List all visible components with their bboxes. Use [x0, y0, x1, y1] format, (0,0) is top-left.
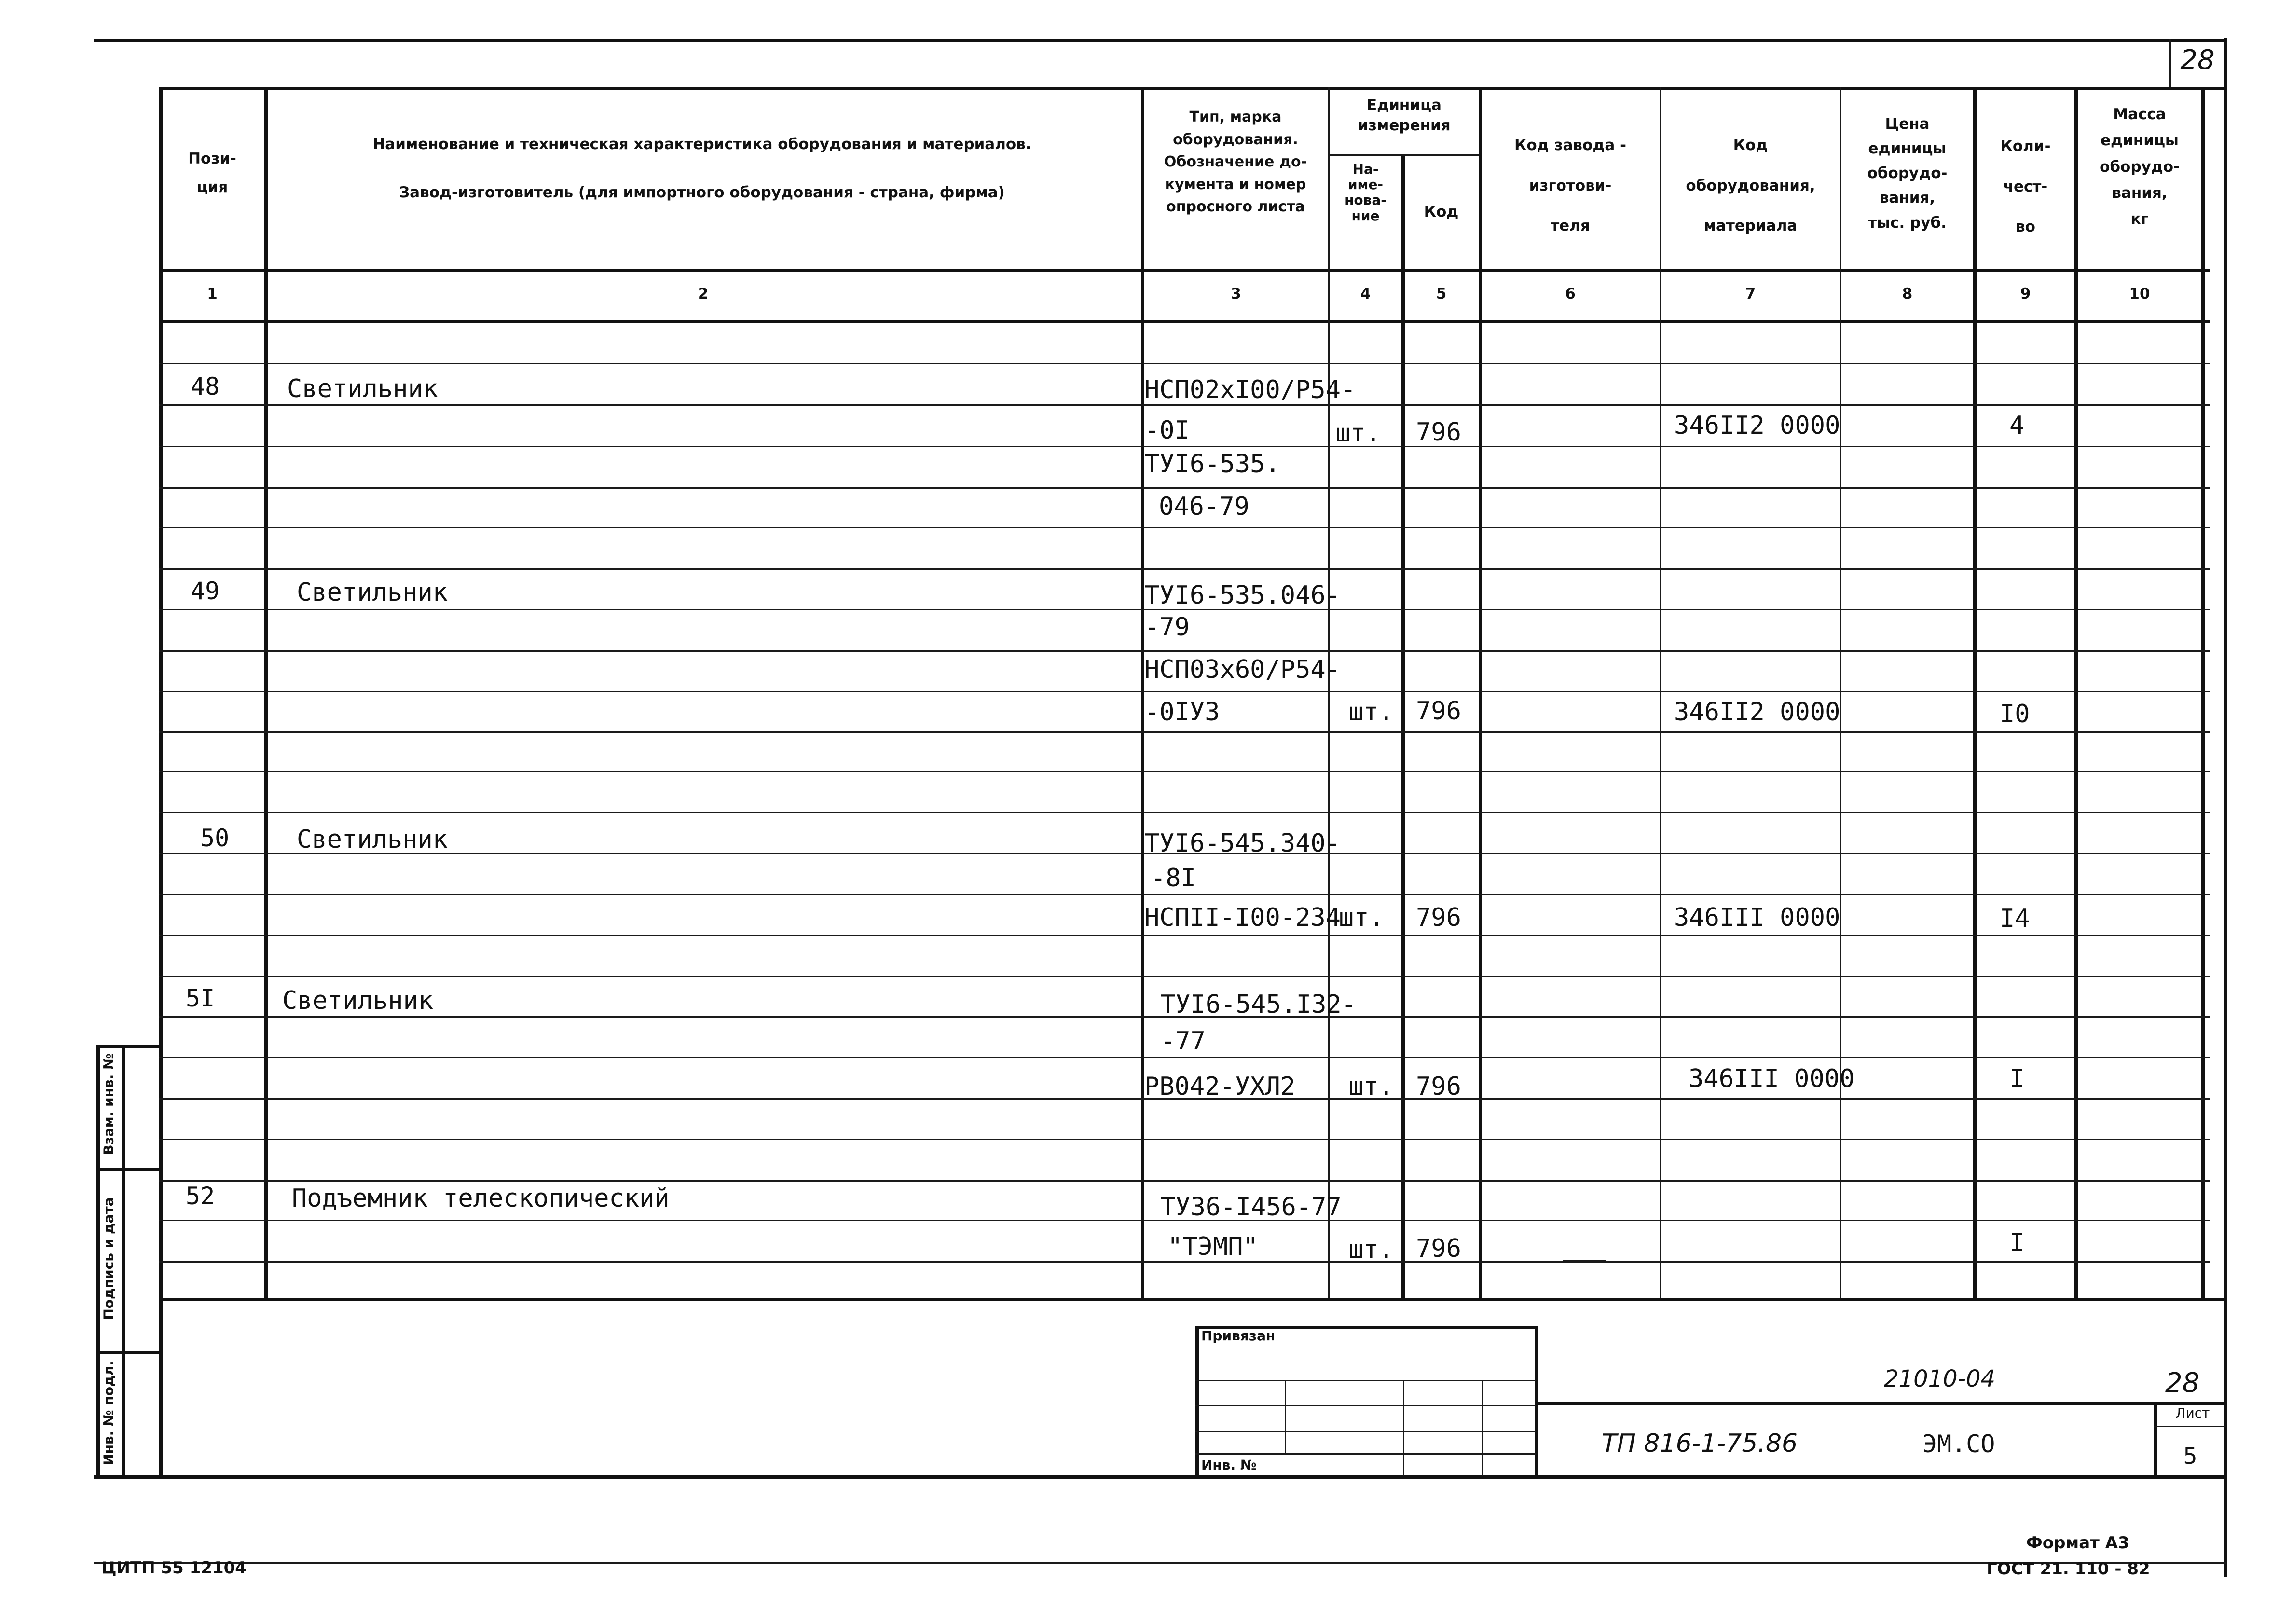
col-line-7 — [1840, 87, 1841, 1298]
sheet-number: 5 — [2183, 1443, 2197, 1469]
stamp-replaced-inv: Взам. инв. № — [100, 1053, 117, 1155]
sheet-total: 28 — [2165, 1367, 2200, 1399]
item-type-line: 046-79 — [1159, 492, 1249, 521]
footer-left-code: ЦИТП 55 12104 — [101, 1558, 247, 1578]
header-unit-code: Код — [1424, 203, 1459, 220]
row-line — [159, 771, 2210, 772]
col-line-2 — [1141, 87, 1144, 1298]
colnum-9: 9 — [2020, 285, 2031, 303]
row-line — [159, 650, 2210, 652]
tb-inv-label: Инв. № — [1201, 1457, 1257, 1473]
col-line-3 — [1328, 87, 1330, 1298]
header-bottom-line — [159, 269, 2210, 272]
colnum-3: 3 — [1231, 285, 1241, 303]
item-position: 52 — [186, 1182, 215, 1210]
col-line-10 — [2201, 87, 2205, 1298]
item-name: Светильник — [297, 578, 448, 607]
item-position: 5I — [186, 984, 215, 1012]
item-type-line: -79 — [1144, 613, 1190, 642]
item-name: Светильник — [282, 986, 434, 1015]
item-quantity: I4 — [2000, 904, 2030, 933]
row-line — [159, 1139, 2210, 1140]
row-line — [159, 1180, 2210, 1182]
doc-code: ЭМ.СО — [1922, 1430, 1995, 1458]
header-plant-code: Код завода - изготови- теля — [1514, 137, 1626, 235]
item-unit-code: 796 — [1416, 1234, 1461, 1263]
item-unit: шт. — [1348, 1235, 1394, 1264]
item-type-line: "ТЭМП" — [1167, 1232, 1258, 1261]
row-line — [159, 935, 2210, 936]
drawing-number: 21010-04 — [1884, 1365, 1996, 1392]
row-line — [159, 691, 2210, 692]
item-name: Светильник — [287, 374, 439, 403]
colnum-4: 4 — [1360, 285, 1371, 303]
item-unit-code: 796 — [1416, 418, 1461, 447]
item-quantity: I — [2009, 1228, 2025, 1257]
colnum-10: 10 — [2129, 285, 2150, 303]
header-unit-name: На- име- нова- ние — [1345, 161, 1387, 224]
row-line — [159, 363, 2210, 364]
row-line — [159, 731, 2210, 733]
item-type-line: -0I — [1144, 416, 1190, 445]
item-quantity: I0 — [2000, 700, 2030, 729]
col-line-4 — [1401, 154, 1405, 1298]
item-name: Светильник — [297, 825, 448, 854]
tb-col-line — [1482, 1380, 1483, 1476]
item-equipment-code: 346II2 0000 — [1674, 698, 1840, 727]
top-border — [94, 39, 2226, 42]
header-mass: Масса единицы оборудо- вания, кг — [2100, 106, 2180, 228]
row-line — [159, 894, 2210, 895]
tb-code-line — [1535, 1402, 2226, 1405]
stamp-signature-date: Подпись и дата — [100, 1197, 117, 1320]
item-unit: шт. — [1339, 903, 1384, 932]
tb-row-line — [1195, 1453, 1536, 1455]
item-type-line: НСПII-I00-234 — [1144, 903, 1341, 932]
header-equipment-code: Код оборудования, материала — [1686, 137, 1815, 235]
footer-format: Формат А3 — [2026, 1533, 2129, 1553]
row-line — [159, 568, 2210, 570]
stamp-inv-original: Инв. № подл. — [100, 1361, 117, 1465]
item-position: 49 — [191, 577, 220, 605]
header-name-line1: Наименование и техническая характеристика оборудования и материалов. — [372, 136, 1031, 153]
colnum-bottom-line — [159, 320, 2210, 323]
item-name: Подъемник телескопический — [292, 1184, 670, 1213]
colnum-2: 2 — [698, 285, 709, 303]
tb-bound-label: Привязан — [1201, 1328, 1276, 1344]
item-type-line: ТУI6-535.046- — [1144, 581, 1341, 610]
tb-row-line — [1195, 1380, 1536, 1381]
right-border — [2224, 38, 2227, 1577]
row-line — [159, 976, 2210, 977]
footer-gost: ГОСТ 21. 110 - 82 — [1987, 1559, 2150, 1579]
row-line — [159, 446, 2210, 447]
stamp-inner-line — [122, 1045, 125, 1476]
item-unit: шт. — [1335, 419, 1381, 448]
colnum-7: 7 — [1745, 285, 1756, 303]
item-unit: шт. — [1348, 1072, 1394, 1101]
project-code: ТП 816-1-75.86 — [1602, 1429, 1798, 1458]
col-line-5 — [1479, 87, 1482, 1298]
item-equipment-code: 346III 0000 — [1674, 903, 1840, 932]
sheet-corner-number: 28 — [2180, 44, 2215, 76]
item-type-line: НСП02хI00/Р54- — [1144, 375, 1356, 404]
stamp-outer-line — [96, 1045, 100, 1476]
row-line — [159, 404, 2210, 406]
footer-rule — [94, 1562, 2226, 1564]
header-type: Тип, марка оборудования. Обозначение до- кумента и номер опросного листа — [1164, 109, 1307, 215]
item-quantity: I — [2009, 1064, 2025, 1093]
item-type-line: РВ042-УХЛ2 — [1144, 1072, 1296, 1101]
item-equipment-code: 346II2 0000 — [1674, 411, 1840, 440]
item-type-line: -8I — [1151, 864, 1196, 893]
sheet-label: Лист — [2175, 1405, 2210, 1421]
row-line — [159, 812, 2210, 813]
tb-sheet-box-mid — [2154, 1426, 2226, 1427]
table-top-line — [159, 87, 2226, 90]
dash-mark — [1563, 1260, 1606, 1262]
item-unit-code: 796 — [1416, 697, 1461, 726]
item-type-line: ТУI6-545.I32- — [1160, 990, 1357, 1019]
col-line-9 — [2074, 87, 2078, 1298]
item-equipment-code: 346III 0000 — [1689, 1064, 1855, 1093]
col-line-6 — [1660, 87, 1661, 1298]
item-unit-code: 796 — [1416, 1072, 1461, 1101]
tb-col-line — [1285, 1380, 1286, 1453]
tb-col-line — [1403, 1380, 1404, 1476]
item-type-line: НСП03х60/Р54- — [1144, 655, 1341, 684]
table-bottom-line — [159, 1298, 2226, 1301]
item-type-line: ТУ36-I456-77 — [1160, 1193, 1342, 1222]
item-type-line: -77 — [1160, 1027, 1206, 1056]
item-type-line: ТУI6-535. — [1144, 450, 1280, 479]
header-position: Пози- ция — [188, 150, 236, 196]
row-line — [159, 527, 2210, 528]
header-unit-group: Единица измерения — [1358, 96, 1451, 134]
item-position: 50 — [200, 824, 230, 852]
header-price: Цена единицы оборудо- вания, тыс. руб. — [1867, 115, 1948, 232]
item-position: 48 — [191, 372, 220, 400]
colnum-5: 5 — [1436, 285, 1447, 303]
colnum-8: 8 — [1902, 285, 1913, 303]
bottom-border — [94, 1475, 2227, 1479]
col-line-8 — [1973, 87, 1977, 1298]
tb-row-line — [1195, 1431, 1536, 1432]
item-unit: шт. — [1348, 698, 1394, 727]
colnum-6: 6 — [1565, 285, 1576, 303]
item-type-line: -0IУ3 — [1144, 698, 1220, 727]
row-line — [159, 487, 2210, 489]
unit-group-line — [1328, 154, 1479, 156]
tb-row-line — [1195, 1405, 1536, 1406]
header-quantity: Коли- чест- во — [2000, 138, 2051, 236]
header-name-line2: Завод-изготовитель (для импортного оборудования - страна, фирма) — [399, 184, 1005, 201]
item-unit-code: 796 — [1416, 903, 1461, 932]
colnum-1: 1 — [207, 285, 218, 303]
item-type-line: ТУI6-545.340- — [1144, 829, 1341, 858]
col-line-1 — [264, 87, 268, 1298]
item-quantity: 4 — [2009, 411, 2025, 440]
row-line — [159, 1261, 2210, 1263]
row-line — [159, 1057, 2210, 1058]
